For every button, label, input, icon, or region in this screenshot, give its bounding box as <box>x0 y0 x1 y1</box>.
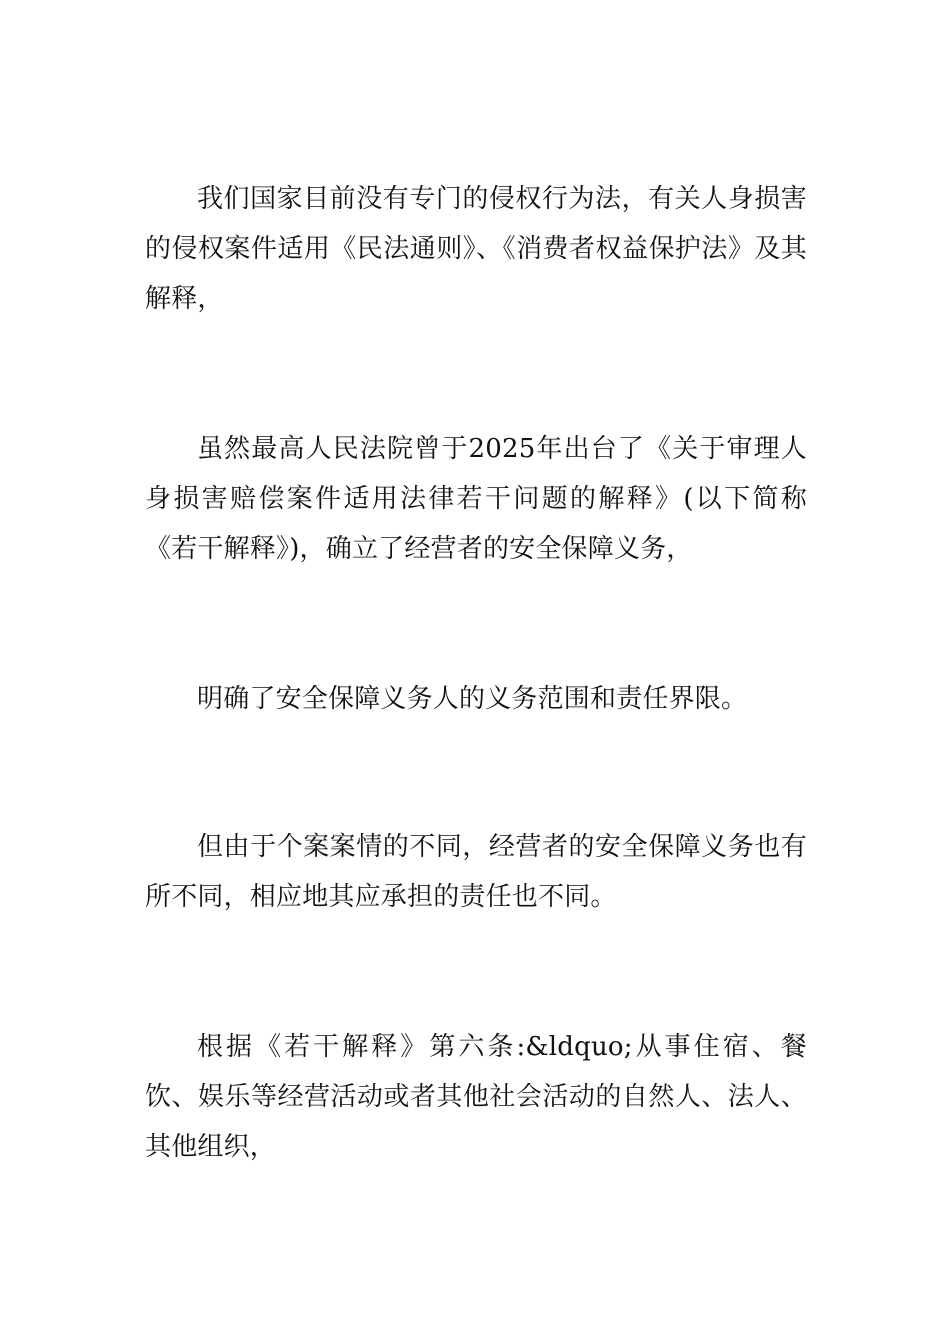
paragraph-2: 虽然最高人民法院曾于2025年出台了《关于审理人身损害赔偿案件适用法律若干问题的解释》(以下简称《若干解释》)，确立了经营者的安全保障义务， <box>145 434 807 564</box>
paragraph-5: 根据《若干解释》第六条:&ldquo;从事住宿、餐饮、娱乐等经营活动或者其他社会活动的自然人、法人、其他组织， <box>145 1032 807 1162</box>
paragraph-4: 但由于个案案情的不同，经营者的安全保障义务也有所不同，相应地其应承担的责任也不同。 <box>145 832 807 912</box>
paragraph-1: 我们国家目前没有专门的侵权行为法，有关人身损害的侵权案件适用《民法通则》、《消费者权益保护法》及其解释， <box>145 184 807 314</box>
paragraph-3: 明确了安全保障义务人的义务范围和责任界限。 <box>197 684 748 714</box>
